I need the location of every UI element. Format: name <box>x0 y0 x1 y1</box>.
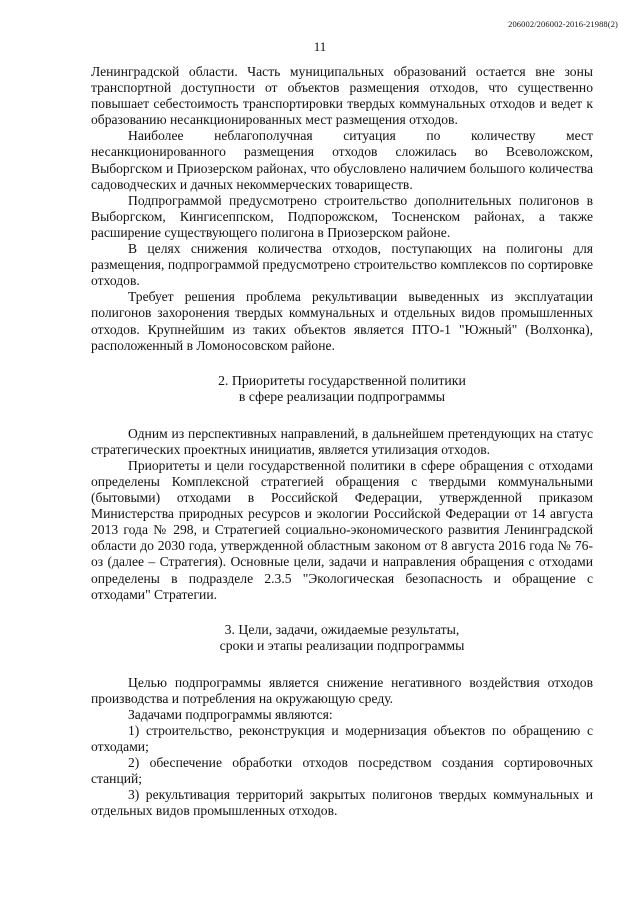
spacer <box>91 603 593 622</box>
spacer <box>91 406 593 426</box>
page-number: 11 <box>313 39 327 54</box>
section-3-heading <box>91 622 593 655</box>
document-id: 206002/206002-2016-21988(2) <box>508 19 618 29</box>
document-body <box>91 64 593 820</box>
paragraph: Задачами подпрограммы являются: <box>128 706 333 722</box>
paragraph: Ленинградской области. Часть муниципальных образований остается вне зоны транспортной доступности от объектов размещения отходов, что существенно повышает себестоимость транспортировки твердых коммунальных отходов и ведет к образованию несанкционированных мест размещения отходов. <box>91 64 593 128</box>
paragraph: Требует решения проблема рекультивации выведенных из эксплуатации полигонов захоронения твердых коммунальных и отдельных видов промышленных отходов. Крупнейшим из таких объектов является ПТО-1 "Южный" (Волхонка), расположенный в Ломоносовском районе. <box>91 289 593 353</box>
section-3-title-line2: сроки и этапы реализации подпрограммы <box>219 638 465 654</box>
paragraph: Подпрограммой предусмотрено строительство дополнительных полигонов в Выборгском, Кингисеппском, Подпорожском, Тосненском районах, а также расширение существующего полигона в Приозерском районе. <box>91 192 593 240</box>
list-item: 2) обеспечение обработки отходов посредством создания сортировочных станций; <box>91 755 593 787</box>
paragraph: Одним из перспективных направлений, в дальнейшем претендующих на статус стратегических проектных инициатив, является утилизация отходов. <box>91 425 593 457</box>
spacer <box>91 655 593 675</box>
paragraph: Целью подпрограммы является снижение негативного воздействия отходов производства и потребления на окружающую среду. <box>91 674 593 706</box>
section-2-title-line1: 2. Приоритеты государственной политики <box>218 372 466 388</box>
section-2-title-line2: в сфере реализации подпрограммы <box>238 389 446 405</box>
list-item: 1) строительство, реконструкция и модернизация объектов по обращению с отходами; <box>91 723 593 755</box>
section-3-title-line1: 3. Цели, задачи, ожидаемые результаты, <box>224 621 460 637</box>
paragraph: Наиболее неблагополучная ситуация по количеству мест несанкционированного размещения отходов сложилась во Всеволожском, Выборгском и Приозерском районах, что обусловлено наличием большого количества садоводческих и дачных некоммерческих товариществ. <box>91 128 593 192</box>
paragraph: В целях снижения количества отходов, поступающих на полигоны для размещения, подпрограммой предусмотрено строительство комплексов по сортировке отходов. <box>91 241 593 289</box>
spacer <box>91 354 593 373</box>
list-item: 3) рекультивация территорий закрытых полигонов твердых коммунальных и отдельных видов промышленных отходов. <box>91 787 593 819</box>
section-2-heading <box>91 373 593 406</box>
paragraph: Приоритеты и цели государственной политики в сфере обращения с отходами определены Комплексной стратегией обращения с твердыми коммунальными (бытовыми) отходами в Российской Федерации, утвержденной приказом Министерства природных ресурсов и экологии Российской Федерации от 14 августа 2013 года № 298, и Стратегией социально-экономического развития Ленинградской области до 2030 года, утвержденной областным законом от 8 августа 2016 года № 76-оз (далее – Стратегия). Основные цели, задачи и направления обращения с отходами определены в подразделе 2.3.5 "Экологическая безопасность и обращение с отходами" Стратегии. <box>91 457 593 602</box>
